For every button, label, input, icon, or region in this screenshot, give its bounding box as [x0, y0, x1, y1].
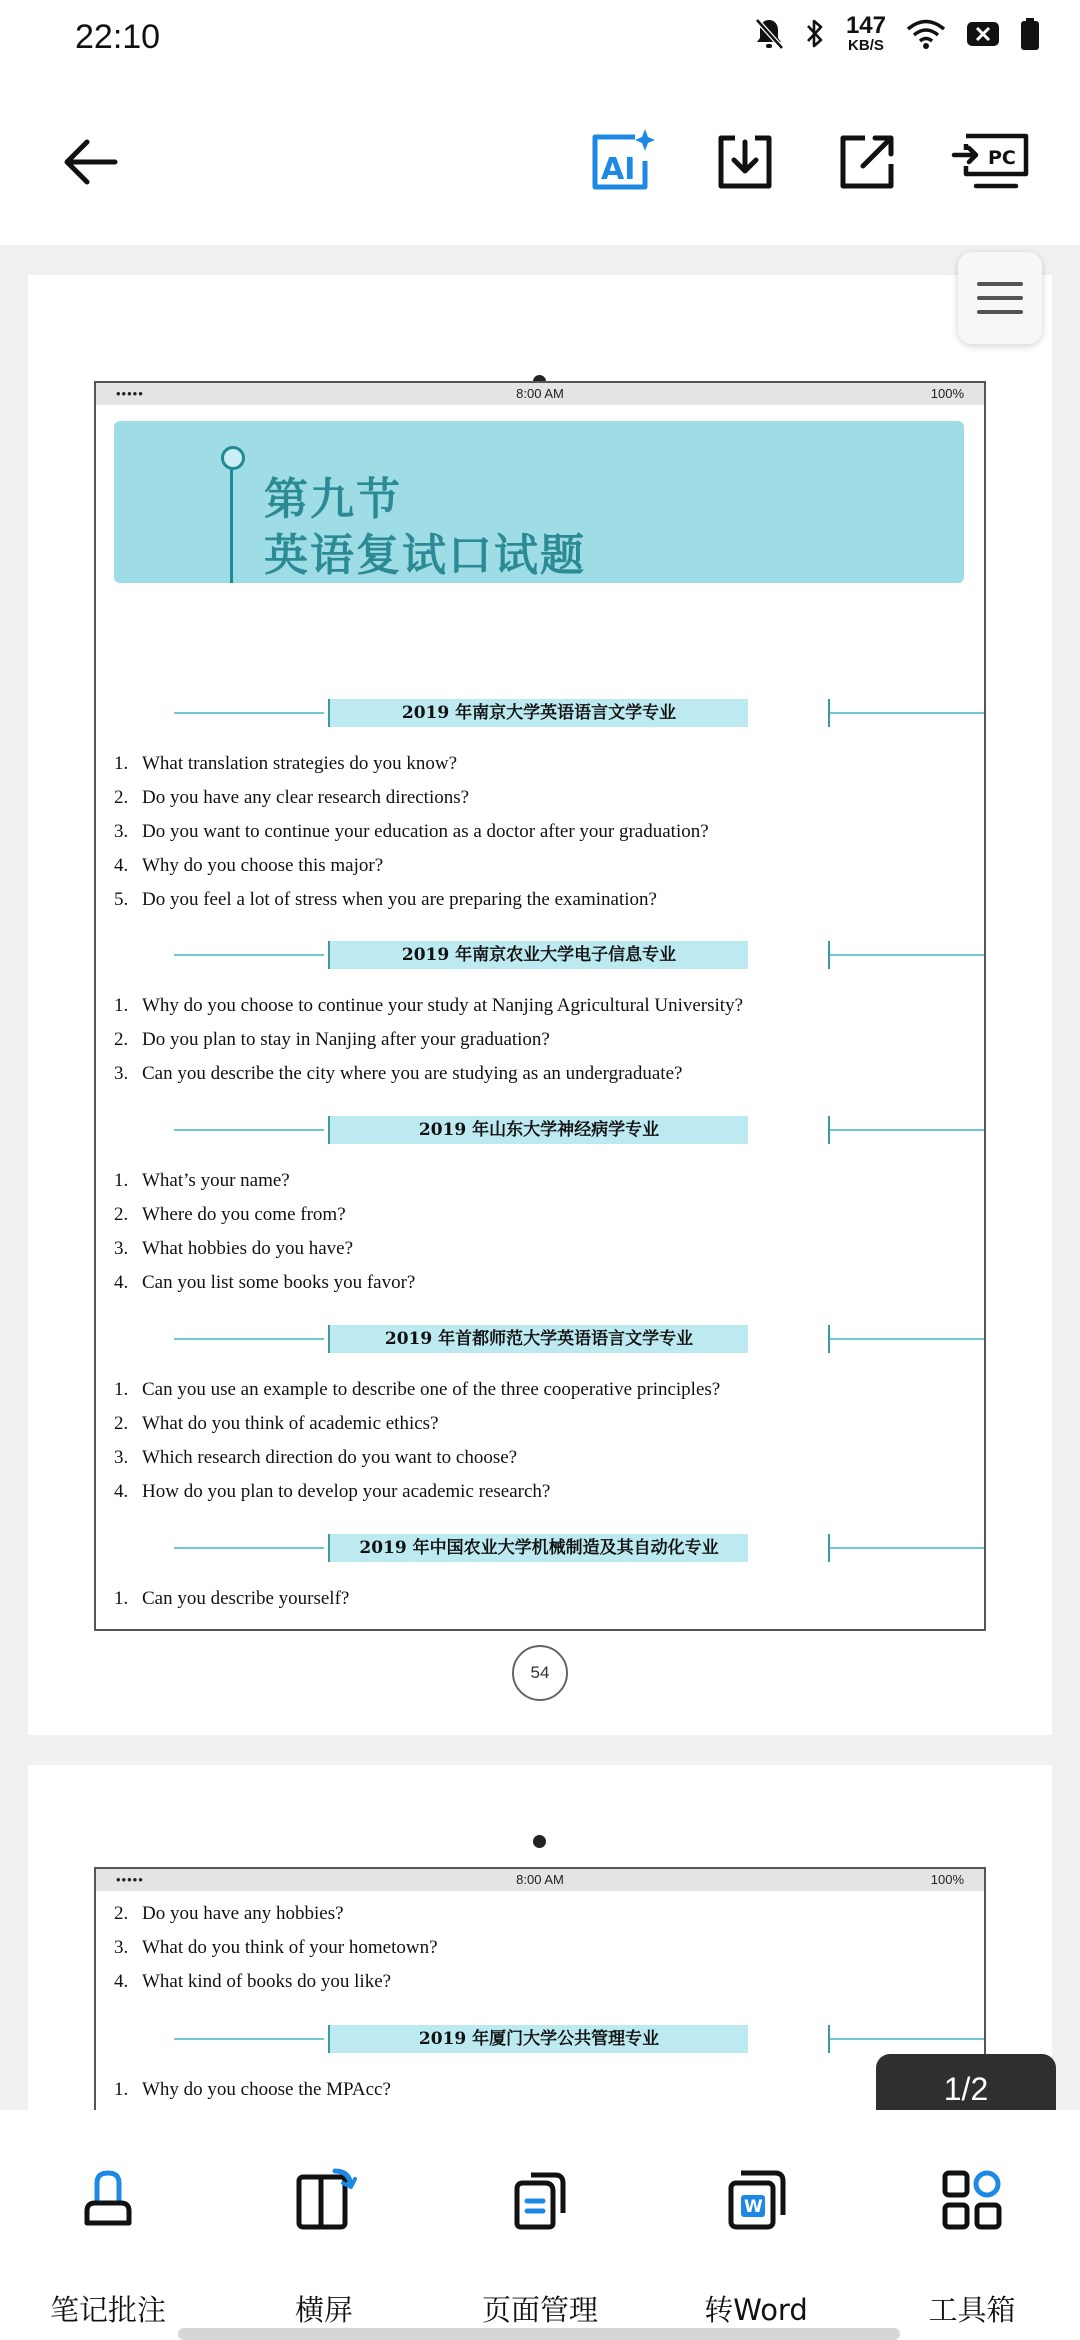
page-number-badge: 54: [512, 1645, 568, 1701]
battery-icon: [1020, 17, 1040, 51]
chapter-banner: [114, 421, 964, 583]
nav-annotate[interactable]: [0, 2110, 216, 2340]
section-title: 2019 年首都师范大学英语语言文学专业: [330, 1325, 748, 1353]
scan-time: 8:00 AM: [516, 1872, 564, 1887]
question-item: 3. Which research direction do you want to choose?: [114, 1447, 518, 1468]
scan-signal-dots: •••••: [116, 386, 144, 401]
mute-bell-icon: [754, 17, 784, 51]
document-page-1: [28, 275, 1052, 1735]
nav-label: 横屏: [294, 2293, 353, 2327]
question-item: 1. What’s your name?: [114, 1170, 290, 1191]
page-content-frame: [94, 381, 986, 1631]
ai-sparkle-icon: [587, 127, 657, 197]
rotate-screen-icon: [291, 2167, 357, 2233]
download-icon: [715, 132, 775, 192]
question-item: 2. Do you plan to stay in Nanjing after your graduation?: [114, 1029, 550, 1050]
section-header: [174, 1114, 984, 1144]
scan-battery: 100%: [930, 386, 964, 401]
chapter-number: 第九节: [264, 474, 402, 525]
scan-status-bar: [96, 383, 984, 405]
question-item: 1. Why do you choose the MPAcc?: [114, 2079, 391, 2100]
nav-toolbox[interactable]: [864, 2110, 1080, 2340]
nav-label: 笔记批注: [49, 2293, 166, 2327]
section-title: 2019 年厦门大学公共管理专业: [330, 2025, 748, 2053]
section-header: [174, 2023, 984, 2053]
scan-status-bar: [96, 1869, 984, 1891]
page-indicator: 1/2: [876, 2054, 1056, 2124]
question-item: 3. What do you think of your hometown?: [114, 1937, 438, 1958]
svg-text:W: W: [744, 2197, 763, 2217]
top-toolbar: [0, 80, 1080, 245]
section-title: 2019 年山东大学神经病学专业: [330, 1116, 748, 1144]
section-header: [174, 1532, 984, 1562]
section-title: 2019 年中国农业大学机械制造及其自动化专业: [330, 1534, 748, 1562]
section-title: 2019 年南京大学英语语言文学专业: [330, 699, 748, 727]
question-item: 3. Can you describe the city where you are studying as an undergraduate?: [114, 1063, 683, 1084]
banner-circle: [221, 446, 245, 470]
ai-button[interactable]: [585, 125, 659, 199]
question-item: 5. Do you feel a lot of stress when you are preparing the examination?: [114, 889, 657, 910]
menu-line: [977, 282, 1023, 286]
section-header: [174, 939, 984, 969]
network-speed: [846, 14, 886, 53]
question-item: 3. What hobbies do you have?: [114, 1238, 354, 1259]
outline-menu-button[interactable]: [958, 252, 1042, 344]
bluetooth-icon: [804, 17, 826, 51]
status-icons: [754, 14, 1040, 53]
nav-label: 页面管理: [481, 2293, 598, 2327]
section-header: [174, 697, 984, 727]
question-item: 1. Why do you choose to continue your study at Nanjing Agricultural University?: [114, 995, 744, 1016]
question-item: 1. Can you describe yourself?: [114, 1588, 350, 1609]
pc-label: PC: [988, 147, 1016, 169]
question-item: 4. What kind of books do you like?: [114, 1971, 392, 1992]
net-speed-value: 147: [845, 12, 886, 39]
nav-convert-word[interactable]: [648, 2110, 864, 2340]
back-button[interactable]: [52, 125, 126, 199]
menu-line: [977, 310, 1023, 314]
question-item: 4. How do you plan to develop your academic research?: [114, 1481, 551, 1502]
question-item: 2. Where do you come from?: [114, 1204, 346, 1225]
wifi-icon: [906, 18, 946, 50]
bottom-navigation: [0, 2110, 1080, 2340]
chapter-title: 英语复试口试题: [264, 530, 586, 581]
nav-label: 转Word: [704, 2293, 808, 2327]
ai-label: AI: [601, 152, 636, 187]
annotate-icon: [75, 2167, 141, 2233]
nav-landscape[interactable]: [216, 2110, 432, 2340]
section-title: 2019 年南京农业大学电子信息专业: [330, 941, 748, 969]
nav-page-manage[interactable]: [432, 2110, 648, 2340]
question-item: 4. Can you list some books you favor?: [114, 1272, 416, 1293]
sim-disabled-icon: [966, 20, 1000, 48]
scan-time: 8:00 AM: [516, 386, 564, 401]
question-item: 2. Do you have any clear research directions?: [114, 787, 470, 808]
arrow-left-icon: [59, 137, 119, 187]
nav-label: 工具箱: [928, 2293, 1016, 2327]
download-button[interactable]: [708, 125, 782, 199]
camera-dot: [533, 1835, 546, 1848]
pc-cast-icon: [952, 130, 1032, 194]
question-item: 3. Do you want to continue your education as a doctor after your graduation?: [114, 821, 709, 842]
page-manage-icon: [507, 2167, 573, 2233]
question-item: 1. Can you use an example to describe one of the three cooperative principles?: [114, 1379, 721, 1400]
share-button[interactable]: [830, 125, 904, 199]
clock: 22:10: [75, 18, 161, 56]
question-item: 4. Why do you choose this major?: [114, 855, 384, 876]
toolbox-icon: [939, 2167, 1005, 2233]
scan-battery: 100%: [930, 1872, 964, 1887]
scan-signal-dots: •••••: [116, 1872, 144, 1887]
question-item: 1. What translation strategies do you know?: [114, 753, 458, 774]
status-bar: [0, 0, 1080, 80]
cast-to-pc-button[interactable]: [952, 125, 1032, 199]
section-header: [174, 1323, 984, 1353]
document-viewer[interactable]: [0, 245, 1080, 2110]
share-export-icon: [837, 132, 897, 192]
question-item: 2. What do you think of academic ethics?: [114, 1413, 439, 1434]
net-speed-unit: KB/S: [848, 37, 884, 54]
question-item: 2. Do you have any hobbies?: [114, 1903, 344, 1924]
banner-line: [230, 461, 233, 583]
word-icon: [723, 2167, 789, 2233]
menu-line: [977, 296, 1023, 300]
horizontal-scroll-indicator[interactable]: [178, 2328, 900, 2340]
